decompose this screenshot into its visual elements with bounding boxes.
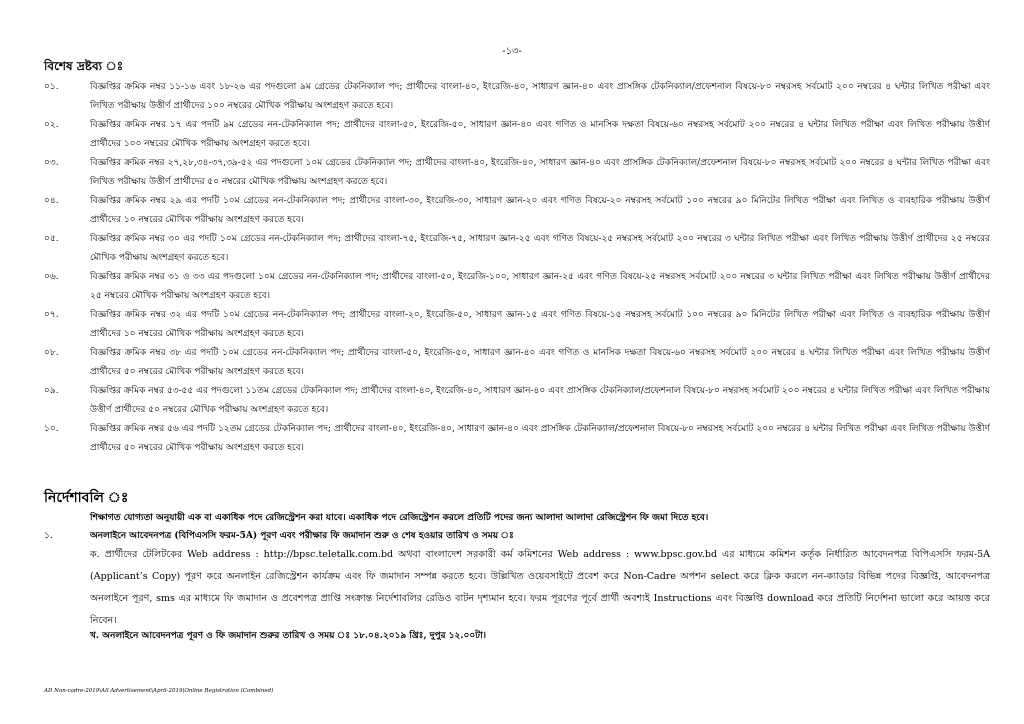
- note-item: [44, 344, 990, 382]
- note-text: বিজ্ঞপ্তির ক্রমিক নম্বর ১৭ এর পদটি ৯ম গ্রেডের নন-টেকনিক্যাল পদ; প্রার্থীদের বাংলা-৫০, ইংরেজি-৫০, সাধারণ জ্ঞান-৪০ এবং গণিত ও মানসিক দক্ষতা বিষয়ে-৬০ নম্বরসহ সর্বমোট ২০০ নম্বরের ৪ ঘন্টার লিখিত পরীক্ষা এবং লিখিত পরীক্ষায় উত্তীর্ণ প্রার্থীদের ১০০ নম্বরের মৌখিক পরীক্ষায় অংশগ্রহণ করতে হবে।: [90, 120, 990, 149]
- note-text: বিজ্ঞপ্তির ক্রমিক নম্বর ৫৩-৫৫ এর পদগুলো ১১তম গ্রেডের টেকনিক্যাল পদ; প্রার্থীদের বাংলা-৪০, ইংরেজি-৪০, সাধারণ জ্ঞান-৪০ এবং প্রাসঙ্গিক টেকনিক্যাল/প্রফেশনাল বিষয়ে-৮০ নম্বরসহ সর্বমোট ২০০ নম্বরের ৪ ঘন্টার লিখিত পরীক্ষা এবং লিখিত পরীক্ষায় উত্তীর্ণ প্রার্থীদের ৫০ নম্বরের মৌখিক পরীক্ষায় অংশগ্রহণ করতে হবে।: [90, 386, 990, 415]
- note-number: ০১.: [44, 82, 59, 92]
- note-item: [44, 382, 990, 420]
- note-text: বিজ্ঞপ্তির ক্রমিক নম্বর ৫৬ এর পদটি ১২তম গ্রেডের টেকনিক্যাল পদ; প্রার্থীদের বাংলা-৪০, ইংরেজি-৪০, সাধারণ জ্ঞান-৪০ এবং প্রাসঙ্গিক টেকনিক্যাল/প্রফেশনাল বিষয়ে-৮০ নম্বরসহ সর্বমোট ২০০ নম্বরের ৪ ঘন্টার লিখিত পরীক্ষা এবং লিখিত পরীক্ষায় উত্তীর্ণ প্রার্থীদের ৫০ নম্বরের মৌখিক পরীক্ষায় অংশগ্রহণ করতে হবে।: [90, 424, 990, 453]
- note-text: বিজ্ঞপ্তির ক্রমিক নম্বর ২৭,২৮,৩৪-৩৭,৩৯-৫২ এর পদগুলো ১০ম গ্রেডের টেকনিক্যাল পদ; প্রার্থীদের বাংলা-৪০, ইংরেজি-৪০, সাধারণ জ্ঞান-৪০ এবং প্রাসঙ্গিক টেকনিক্যাল/প্রফেশনাল বিষয়ে-৮০ নম্বরসহ সর্বমোট ২০০ নম্বরের ৪ ঘন্টার লিখিত পরীক্ষা এবং লিখিত পরীক্ষায় উত্তীর্ণ প্রার্থীদের ৫০ নম্বরের মৌখিক পরীক্ষায় অংশগ্রহণ করতে হবে।: [90, 158, 990, 187]
- note-text: বিজ্ঞপ্তির ক্রমিক নম্বর ৩১ ও ৩৩ এর পদগুলো ১০ম গ্রেডের নন-টেকনিক্যাল পদ; প্রার্থীদের বাংলা-৫০, ইংরেজি-১০০, সাধারণ জ্ঞান-২৫ এবং গণিত বিষয়ে-২৫ নম্বরসহ সর্বমোট ২০০ নম্বরের ৩ ঘন্টার লিখিত পরীক্ষা এবং লিখিত পরীক্ষায় উত্তীর্ণ প্রার্থীদের ২৫ নম্বরের মৌখিক পরীক্ষায় অংশগ্রহণ করতে হবে।: [90, 272, 990, 301]
- note-item: [44, 78, 990, 116]
- note-number: ০৫.: [44, 234, 59, 244]
- note-text: বিজ্ঞপ্তির ক্রমিক নম্বর ২৯ এর পদটি ১০ম গ্রেডের নন-টেকনিক্যাল পদ; প্রার্থীদের বাংলা-৩০, ইংরেজি-৩০, সাধারণ জ্ঞান-২০ এবং গণিত বিষয়ে-২০ নম্বরসহ সর্বমোট ১০০ নম্বরের ৯০ মিনিটের লিখিত পরীক্ষা এবং লিখিত ও ব্যবহারিক পরীক্ষায় উত্তীর্ণ প্রার্থীদের ১০ নম্বরের মৌখিক পরীক্ষায় অংশগ্রহণ করতে হবে।: [90, 196, 990, 225]
- instructions-heading: নির্দেশাবলি ঃ: [44, 490, 129, 506]
- note-text: বিজ্ঞপ্তির ক্রমিক নম্বর ১১-১৬ এবং ১৮-২৬ এর পদগুলো ৯ম গ্রেডের টেকনিক্যাল পদ; প্রার্থীদের বাংলা-৪০, ইংরেজি-৪০, সাধারণ জ্ঞান-৪০ এবং প্রাসঙ্গিক টেকনিক্যাল/প্রফেশনাল বিষয়ে-৮০ নম্বরসহ সর্বমোট ২০০ নম্বরের ৪ ঘন্টার লিখিত পরীক্ষা এবং লিখিত পরীক্ষায় উত্তীর্ণ প্রার্থীদের ১০০ নম্বরের মৌখিক পরীক্ষায় অংশগ্রহণ করতে হবে।: [90, 82, 990, 111]
- note-number: ০৯.: [44, 386, 59, 396]
- section-1-header: [44, 528, 990, 543]
- section-number: ১.: [44, 531, 53, 541]
- instructions-intro: শিক্ষাগত যোগ্যতা অনুযায়ী এক বা একাধিক পদে রেজিস্ট্রেশন করা যাবে। একাধিক পদে রেজিস্ট্রেশন করলে প্রতিটি পদের জন্য আলাদা আলাদা রেজিস্ট্রেশন ফি জমা দিতে হবে।: [90, 513, 709, 523]
- footer-file-path: AD Non-cadre-2019\All Advertisement\April-2019\Online Registration (Combined): [44, 688, 274, 694]
- section-title: অনলাইনে আবেদনপত্র (বিপিএসসি ফরম-5A) পূরণ এবং পরীক্ষার ফি জমাদান শুরু ও শেষ হওয়ার তারিখ ও সময় ঃ: [90, 531, 514, 541]
- note-item: [44, 154, 990, 192]
- note-number: ০৬.: [44, 272, 59, 282]
- note-text: বিজ্ঞপ্তির ক্রমিক নম্বর ৩০ এর পদটি ১০ম গ্রেডের নন-টেকনিক্যাল পদ; প্রার্থীদের বাংলা-৭৫, ইংরেজি-৭৫, সাধারণ জ্ঞান-২৫ এবং গণিত বিষয়ে-২৫ নম্বরসহ সর্বমোট ২০০ নম্বরের ৩ ঘন্টার লিখিত পরীক্ষা এবং লিখিত পরীক্ষায় উত্তীর্ণ প্রার্থীদের ২৫ নম্বরের মৌখিক পরীক্ষায় অংশগ্রহণ করতে হবে।: [90, 234, 990, 263]
- section-1-paragraph-kha: খ. অনলাইনে আবেদনপত্র পূরণ ও ফি জমাদান শুরুর তারিখ ও সময় ঃ ১৮.০৪.২০১৯ খ্রিঃ, দুপুর ১২.০০টা।: [90, 631, 486, 641]
- note-text: বিজ্ঞপ্তির ক্রমিক নম্বর ৩৮ এর পদটি ১০ম গ্রেডের নন-টেকনিক্যাল পদ; প্রার্থীদের বাংলা-৫০, ইংরেজি-৫০, সাধারণ জ্ঞান-৪০ এবং গণিত ও মানসিক দক্ষতা বিষয়ে-৬০ নম্বরসহ সর্বমোট ২০০ নম্বরের ৪ ঘন্টার লিখিত পরীক্ষা এবং লিখিত পরীক্ষায় উত্তীর্ণ প্রার্থীদের ৫০ নম্বরের মৌখিক পরীক্ষায় অংশগ্রহণ করতে হবে।: [90, 348, 990, 377]
- note-number: ০৭.: [44, 310, 59, 320]
- note-text: বিজ্ঞপ্তির ক্রমিক নম্বর ৩২ এর পদটি ১০ম গ্রেডের নন-টেকনিক্যাল পদ; প্রার্থীদের বাংলা-২০, ইংরেজি-৫০, সাধারণ জ্ঞান-১৫ এবং গণিত বিষয়ে-১৫ নম্বরসহ সর্বমোট ১০০ নম্বরের ৯০ মিনিটের লিখিত পরীক্ষা এবং লিখিত ও ব্যবহারিক পরীক্ষায় উত্তীর্ণ প্রার্থীদের ১০ নম্বরের মৌখিক পরীক্ষায় অংশগ্রহণ করতে হবে।: [90, 310, 990, 339]
- special-notes-list: [44, 78, 990, 458]
- note-number: ০৮.: [44, 348, 59, 358]
- page-number: -১৩-: [502, 46, 522, 57]
- note-number: ০৪.: [44, 196, 59, 206]
- note-item: [44, 306, 990, 344]
- section-1-paragraph-ka: ক. প্রার্থীদের টেলিটকের Web address : http://bpsc.teletalk.com.bd অথবা বাংলাদেশ সরকারী কর্ম কমিশনের Web address : www.bpsc.gov.bd এর মাধ্যমে কমিশন কর্তৃক নির্ধারিত আবেদনপত্র বিপিএসসি ফরম-5A (Applicant’s Copy) পূরণ করে অনলাইন রেজিস্ট্রেশন কার্যক্রম এবং ফি জমাদান সম্পন্ন করতে হবে। উল্লিখিত ওয়েবসাইটে প্রবেশ করে Non-Cadre অপশন select করে ক্লিক করলে নন-ক্যাডার বিভিন্ন পদের বিজ্ঞপ্তি, আবেদনপত্র অনলাইনে পূরণ, sms এর মাধ্যমে ফি জমাদান ও প্রবেশপত্র প্রাপ্তি সংক্রান্ত নির্দেশাবলির রেডিও বাটন দৃশ্যমান হবে। ফরম পূরণের পূর্বে প্রার্থী অবশ্যই Instructions এবং বিজ্ঞপ্তি download করে প্রতিটি নির্দেশনা ভালো করে আয়ত্ত করে নিবেন।: [90, 549, 990, 626]
- note-number: ০৩.: [44, 158, 59, 168]
- note-item: [44, 192, 990, 230]
- note-item: [44, 116, 990, 154]
- note-number: ০২.: [44, 120, 59, 130]
- special-notes-heading: বিশেষ দ্রষ্টব্য ঃ: [44, 59, 124, 73]
- note-item: [44, 420, 990, 458]
- note-item: [44, 230, 990, 268]
- note-item: [44, 268, 990, 306]
- note-number: ১০.: [44, 424, 59, 434]
